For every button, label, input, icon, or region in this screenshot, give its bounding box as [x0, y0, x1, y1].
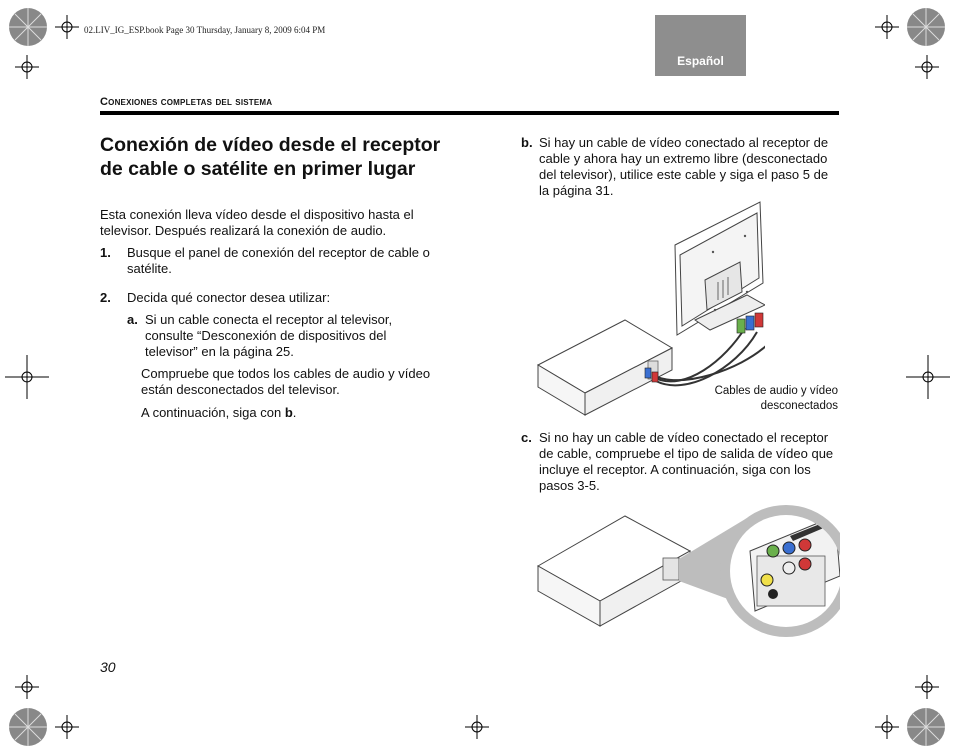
continue-paragraph: A continuación, siga con b. [141, 405, 297, 420]
registration-mark-bottom-center [455, 710, 499, 754]
step-2-text: Decida qué conector desea utilizar: [127, 290, 331, 305]
sub-a-text: Si un cable conecta el receptor al televisor, consulte “Desconexión de dispositivos del televisor” en la página 25. [145, 312, 393, 359]
section-header: Conexiones completas del sistema [100, 96, 273, 108]
sub-b-text: Si hay un cable de vídeo conectado al receptor de cable y ahora hay un extremo libre (desconectado del televisor), utilice este cable y siga el paso 5 de la página 31. [539, 135, 829, 198]
intro-paragraph: Esta conexión lleva vídeo desde el dispositivo hasta el televisor. Después realizará la conexión de audio. [100, 207, 414, 238]
check-paragraph: Compruebe que todos los cables de audio y vídeo están desconectados del televisor. [141, 366, 431, 397]
language-tab-label: Español [677, 54, 724, 68]
registration-mark-top-right [874, 0, 954, 80]
registration-mark-mid-right [900, 350, 954, 406]
page-number: 30 [100, 659, 116, 675]
sub-c-text: Si no hay un cable de vídeo conectado el receptor de cable, compruebe el tipo de salida de vídeo que incluye el receptor. A continuación, siga con los pasos 3-5. [539, 430, 834, 493]
registration-mark-mid-left [0, 350, 60, 406]
receiver-connector-illustration [535, 496, 840, 644]
registration-mark-bottom-left [0, 654, 100, 754]
step-1-number: 1. [100, 245, 111, 260]
print-slug: 02.LIV_IG_ESP.book Page 30 Thursday, January 8, 2009 6:04 PM [84, 25, 326, 35]
sub-b-label: b. [521, 135, 533, 150]
language-tab [655, 15, 746, 76]
step-1-text: Busque el panel de conexión del receptor de cable o satélite. [127, 245, 430, 276]
registration-mark-bottom-right [860, 654, 954, 754]
sub-c-label: c. [521, 430, 532, 445]
step-2-number: 2. [100, 290, 111, 305]
figure-caption: Cables de audio y vídeo desconectados [714, 385, 838, 412]
sub-a-label: a. [127, 312, 138, 327]
registration-mark-top-left [0, 0, 80, 80]
page-title: Conexión de vídeo desde el receptor de cable o satélite en primer lugar [100, 134, 441, 180]
header-rule [100, 111, 839, 115]
